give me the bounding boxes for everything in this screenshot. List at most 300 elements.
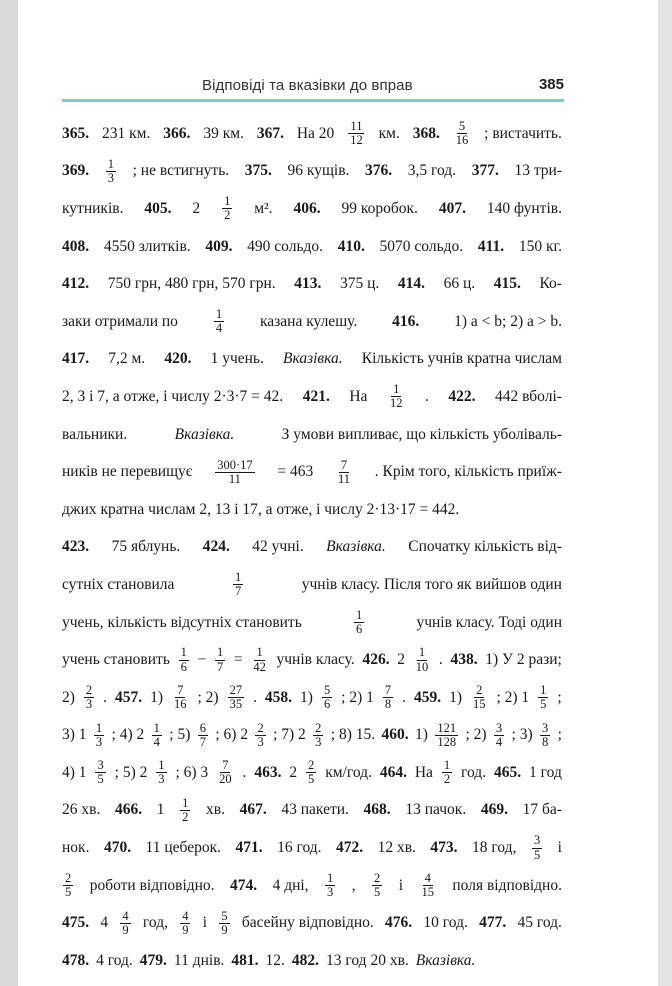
page-header [62, 74, 564, 98]
fraction-denominator: 3 [158, 772, 165, 787]
fraction-denominator: 4 [215, 321, 223, 336]
answer-text: . Крім того, кількість приїж- [374, 463, 562, 481]
fraction [179, 646, 189, 673]
answer-text: 11 цеберок. [145, 839, 221, 857]
exercise-number: 415. [493, 275, 521, 293]
fraction-numerator: 7 [340, 457, 348, 472]
answer-text: 99 коробок. [341, 199, 418, 217]
text-line [62, 190, 562, 228]
exercise-number: 405. [144, 199, 172, 217]
answer-text: вальники. [62, 425, 128, 443]
fraction [228, 684, 245, 711]
answer-text: . [242, 763, 247, 781]
exercise-number: 367. [256, 124, 284, 142]
fraction-denominator: 3 [85, 697, 93, 712]
answer-text: На [414, 763, 433, 781]
answer-text: 4 дні, [272, 876, 309, 894]
hint-label: Вказівка. [174, 425, 235, 443]
answer-text: ; 8) 15. [330, 726, 376, 744]
exercise-number: 369. [62, 162, 90, 180]
answer-text: 375 ц. [340, 275, 380, 293]
answer-text: ; 2) 1 [341, 688, 374, 706]
fraction [306, 759, 316, 786]
exercise-number: 365. [62, 124, 90, 142]
exercise-number: 416. [392, 312, 420, 330]
answer-text: На [349, 387, 368, 405]
exercise-number: 375. [244, 162, 272, 180]
exercise-number: 376. [365, 162, 393, 180]
text-line [62, 717, 562, 755]
fraction-denominator: 5 [308, 772, 315, 787]
answer-text: 750 грн, 480 грн, 570 грн. [107, 275, 276, 293]
fraction-denominator: 5 [374, 885, 381, 900]
fraction [313, 722, 323, 749]
fraction [180, 797, 190, 824]
fraction-numerator: 2 [315, 720, 322, 735]
fraction-denominator: 16 [174, 697, 187, 712]
fraction-denominator: 4 [495, 734, 503, 749]
exercise-number: 406. [293, 199, 321, 217]
fraction-numerator: 1 [215, 307, 223, 322]
fraction-numerator: 1 [182, 795, 189, 810]
exercise-number: 409. [205, 237, 233, 255]
fraction-denominator: 35 [229, 697, 243, 712]
fraction [348, 120, 365, 147]
fraction-denominator: 12 [350, 133, 363, 148]
answer-text: . [253, 688, 257, 706]
exercise-number: 377. [471, 162, 499, 180]
answer-text: і [202, 914, 208, 932]
answer-text: На 20 [296, 124, 335, 142]
answer-text: ; [557, 726, 562, 744]
fraction-denominator: 42 [253, 659, 266, 674]
fraction-numerator: 1 [153, 720, 160, 735]
fraction-denominator: 7 [216, 659, 224, 674]
fraction-numerator: 1 [158, 758, 165, 773]
exercise-number: 463. [254, 763, 282, 781]
exercise-number: 471. [235, 839, 263, 857]
fraction-numerator: 3 [97, 758, 104, 773]
answer-text: і [398, 876, 403, 894]
fraction-denominator: 5 [540, 697, 547, 712]
fraction-numerator: 1 [224, 194, 231, 209]
answer-text: ; 5) 2 [114, 763, 148, 781]
fraction-numerator: 2 [257, 720, 264, 735]
answer-text: 39 км. [203, 124, 244, 142]
answer-text: . [438, 651, 443, 669]
fraction [198, 722, 208, 749]
text-line [62, 529, 562, 567]
text-line [62, 754, 562, 792]
exercise-number: 469. [480, 801, 508, 819]
exercise-number: 457. [115, 688, 143, 706]
text-line [62, 566, 562, 604]
exercise-number: 466. [114, 801, 143, 819]
exercise-number: 467. [239, 801, 267, 819]
answer-text: 12. [265, 951, 285, 969]
text-line [62, 604, 562, 642]
answer-text: нок. [62, 839, 90, 857]
exercise-number: 424. [202, 538, 230, 556]
answer-text: 43 пакети. [281, 801, 349, 819]
fraction-numerator: 1 [540, 683, 547, 698]
text-line [62, 867, 562, 905]
answer-text: 5070 сольдо. [379, 237, 464, 255]
answer-text: Спочатку кількість від- [408, 538, 562, 556]
exercise-number: 478. [62, 951, 90, 969]
answer-text: 2 [192, 199, 201, 217]
answer-text: учень, кількість відсутніх становить [62, 613, 302, 631]
answer-text: 2, 3 і 7, а отже, і числу 2·3·7 = 42. [62, 387, 284, 405]
answer-text: ; не встигнуть. [132, 162, 230, 180]
fraction [540, 722, 550, 749]
answer-text: 4 год. [96, 951, 133, 969]
exercise-number: 426. [362, 651, 390, 669]
fraction-numerator: 3 [542, 720, 549, 735]
text-line [62, 829, 562, 867]
fraction-numerator: 2 [374, 871, 381, 886]
answer-text: хв. [206, 801, 225, 819]
fraction [94, 722, 104, 749]
answer-text: 1 [156, 801, 165, 819]
fraction-denominator: 3 [257, 734, 264, 749]
exercise-number: 459. [413, 688, 442, 706]
answer-text: учень становить [62, 651, 170, 669]
fraction-denominator: 2 [224, 208, 231, 223]
answer-text: 75 яблунь. [111, 538, 181, 556]
fraction-denominator: 3 [327, 885, 334, 900]
answer-text: 42 учні. [252, 538, 304, 556]
hint-label: Вказівка. [282, 350, 343, 368]
text-line [62, 904, 562, 942]
fraction-denominator: 3 [95, 734, 103, 749]
fraction-denominator: 6 [323, 697, 331, 712]
fraction-numerator: 1 [443, 758, 451, 773]
answer-text: = [233, 651, 243, 669]
fraction-numerator: 1 [95, 720, 103, 735]
exercise-number: 407. [438, 199, 466, 217]
exercise-number: 366. [163, 124, 191, 142]
fraction [156, 759, 166, 786]
fraction-denominator: 2 [182, 809, 189, 824]
fraction-numerator: 5 [221, 908, 228, 923]
exercise-number: 473. [430, 839, 458, 857]
fraction [84, 684, 94, 711]
fraction [494, 722, 504, 749]
fraction [180, 910, 190, 937]
fraction-denominator: 12 [389, 396, 403, 411]
fraction-denominator: 5 [533, 847, 541, 862]
answer-text: 66 ц. [443, 275, 476, 293]
answer-text: 140 фунтів. [486, 199, 562, 217]
fraction-numerator: 1 [180, 645, 187, 660]
answer-text: 3) 1 [62, 726, 87, 744]
answer-text: 26 хв. [62, 801, 101, 819]
fraction-numerator: 1 [393, 382, 400, 397]
answer-text: басейну відповідно. [241, 914, 374, 932]
exercise-number: 474. [230, 876, 258, 894]
answer-text: 2 [397, 651, 405, 669]
fraction [354, 609, 364, 636]
fraction-denominator: 2 [443, 772, 451, 787]
exercise-number: 368. [412, 124, 440, 142]
text-line [62, 341, 562, 379]
exercise-number: 417. [62, 350, 90, 368]
answer-text: 1) [449, 688, 462, 706]
answer-text: год. [461, 763, 487, 781]
answer-text: 13 три- [514, 162, 562, 180]
answer-text: 490 сольдо. [247, 237, 324, 255]
answer-text: 17 ба- [522, 801, 562, 819]
text-line [62, 491, 562, 529]
exercise-number: 482. [291, 951, 320, 969]
answer-text: 16 год. [277, 839, 322, 857]
answer-text: заки отримали по [62, 312, 178, 330]
answer-text: 45 год. [517, 914, 562, 932]
fraction-numerator: 4 [122, 908, 129, 923]
answer-text: , [351, 876, 356, 894]
fraction-numerator: 4 [424, 871, 431, 886]
answer-text: кутників. [62, 199, 124, 217]
answer-text: км/год. [325, 763, 372, 781]
fraction-denominator: 6 [180, 659, 187, 674]
fraction-denominator: 5 [97, 772, 104, 787]
answer-text: джих кратна числам 2, 13 і 17, а отже, і числу 2·13·17 = 442. [62, 500, 460, 518]
answer-text: 150 кг. [518, 237, 562, 255]
fraction [471, 684, 488, 711]
text-line [62, 303, 562, 341]
exercise-number: 470. [103, 839, 132, 857]
fraction [172, 684, 189, 711]
answer-text: 2) [62, 688, 75, 706]
answer-text: − [197, 651, 207, 669]
answer-text: 11 днів. [173, 951, 225, 969]
answer-text: м². [254, 199, 273, 217]
exercise-number: 465. [494, 763, 522, 781]
answer-text: учнів класу. [276, 651, 355, 669]
answer-text: 4 [100, 914, 109, 932]
answer-text: 4550 злитків. [103, 237, 191, 255]
answer-text: 13 пачок. [405, 801, 467, 819]
answer-text: 12 хв. [377, 839, 416, 857]
fraction-numerator: 300·17 [217, 457, 253, 472]
fraction-denominator: 10 [415, 659, 429, 674]
text-line [62, 265, 562, 303]
fraction-numerator: 1 [355, 607, 363, 622]
fraction-numerator: 1 [107, 156, 114, 171]
answer-text: 3,5 год. [407, 162, 457, 180]
fraction-denominator: 4 [153, 734, 160, 749]
exercise-number: 481. [231, 951, 259, 969]
answer-text: 10 год. [423, 914, 468, 932]
fraction-numerator: 7 [177, 683, 184, 698]
header-title: Відповіді та вказівки до вправ [202, 77, 413, 94]
answer-text: 1 учень. [210, 350, 264, 368]
exercise-number: 422. [448, 387, 476, 405]
answer-text: учнів класу. Тоді один [416, 613, 562, 631]
fraction-numerator: 5 [458, 119, 466, 134]
exercise-number: 411. [477, 237, 505, 255]
text-line [62, 453, 562, 491]
fraction-numerator: 3 [533, 833, 541, 848]
fraction-numerator: 2 [65, 871, 72, 886]
right-margin-strip [658, 0, 672, 986]
answer-text: ; 6) 3 [175, 763, 209, 781]
text-line [62, 792, 562, 830]
fraction [414, 646, 431, 673]
exercise-number: 479. [139, 951, 167, 969]
exercise-number: 413. [294, 275, 322, 293]
answer-text: 96 кущів. [287, 162, 350, 180]
answer-text: год, [142, 914, 168, 932]
fraction [63, 872, 73, 899]
fraction [435, 722, 458, 749]
answer-text: ; 2) 1 [496, 688, 530, 706]
answer-text: 7,2 м. [108, 350, 146, 368]
answer-text: 1) [150, 688, 164, 706]
answer-text: Ко- [539, 275, 562, 293]
fraction [222, 195, 232, 222]
answer-text: ; 4) 2 [111, 726, 145, 744]
answer-text: ; вистачить. [484, 124, 562, 142]
answer-text: 231 км. [102, 124, 151, 142]
text-line [62, 679, 562, 717]
answer-text: 2 [289, 763, 298, 781]
answer-text: 1) У 2 рази; [485, 651, 562, 669]
fraction [454, 120, 471, 147]
fraction-denominator: 9 [221, 922, 228, 937]
text-line [62, 942, 562, 980]
fraction [538, 684, 548, 711]
answer-text: ; 7) 2 [273, 726, 306, 744]
answer-text: казана кулешу. [259, 312, 358, 330]
answer-text: ; 3) [511, 726, 533, 744]
answer-text: 18 год, [472, 839, 517, 857]
fraction [419, 872, 436, 899]
fraction-denominator: 11 [337, 471, 351, 486]
fraction [217, 759, 234, 786]
exercise-number: 475. [62, 914, 90, 932]
fraction [336, 459, 352, 486]
exercise-number: 464. [379, 763, 407, 781]
answer-text: сутніх становила [62, 575, 175, 593]
answer-text: поля відповідно. [452, 876, 562, 894]
fraction [95, 759, 105, 786]
hint-label: Вказівка. [415, 951, 476, 969]
fraction [233, 571, 243, 598]
fraction-denominator: 6 [355, 622, 363, 637]
answer-text: учнів класу. Після того як вийшов один [301, 575, 562, 593]
fraction [214, 308, 224, 335]
answer-text: З умови випливає, що кількість уболіваль- [281, 425, 562, 443]
text-line [62, 641, 562, 679]
fraction [325, 872, 335, 899]
exercise-number: 460. [381, 726, 409, 744]
fraction [532, 834, 542, 861]
fraction-numerator: 3 [495, 720, 503, 735]
answer-text: 13 год 20 хв. [326, 951, 409, 969]
fraction [251, 646, 268, 673]
text-line [62, 153, 562, 191]
answer-text: ; 2) [197, 688, 219, 706]
exercise-number: 438. [450, 651, 478, 669]
answer-text: 1) [300, 688, 313, 706]
answer-text: 1 год [529, 763, 562, 781]
fraction-denominator: 15 [421, 885, 434, 900]
answer-text: ; [557, 688, 562, 706]
fraction-denominator: 15 [472, 697, 486, 712]
fraction [106, 158, 116, 185]
fraction-denominator: 3 [107, 170, 114, 185]
fraction-numerator: 27 [229, 683, 243, 698]
answer-text: 1) [415, 726, 428, 744]
fraction-denominator: 8 [542, 734, 549, 749]
exercise-number: 476. [385, 914, 413, 932]
fraction-denominator: 128 [437, 734, 457, 749]
fraction-numerator: 2 [308, 758, 315, 773]
text-line [62, 416, 562, 454]
fraction-denominator: 8 [384, 697, 392, 712]
fraction [372, 872, 382, 899]
fraction-denominator: 9 [182, 922, 189, 937]
fraction-numerator: 2 [476, 683, 483, 698]
fraction-denominator: 16 [455, 133, 469, 148]
exercise-number: 410. [337, 237, 365, 255]
fraction-denominator: 11 [228, 471, 241, 486]
hint-label: Вказівка. [326, 538, 386, 556]
answer-text: ; 2) [465, 726, 487, 744]
exercise-number: 477. [479, 914, 507, 932]
answer-text: . [103, 688, 108, 706]
fraction [219, 910, 229, 937]
fraction-numerator: 7 [384, 683, 392, 698]
answers-text [62, 115, 562, 980]
fraction [215, 646, 225, 673]
answer-text: роботи відповідно. [89, 876, 215, 894]
fraction [215, 459, 254, 486]
answer-text: ників не перевищує [62, 463, 193, 481]
exercise-number: 412. [62, 275, 90, 293]
left-margin-strip [0, 0, 18, 986]
fraction-numerator: 7 [222, 758, 229, 773]
exercise-number: 414. [397, 275, 426, 293]
answer-text: ; 5) [169, 726, 191, 744]
fraction [388, 383, 405, 410]
answer-text: 4) 1 [62, 763, 87, 781]
fraction-numerator: 11 [350, 119, 363, 134]
fraction-numerator: 1 [234, 570, 242, 585]
exercise-number: 468. [363, 801, 391, 819]
answer-text: . [402, 688, 406, 706]
exercise-number: 423. [62, 538, 90, 556]
fraction-denominator: 20 [219, 772, 232, 787]
fraction-numerator: 1 [327, 871, 334, 886]
answer-text: ; 6) 2 [215, 726, 249, 744]
fraction-denominator: 9 [122, 922, 129, 937]
header-rule [62, 99, 564, 102]
fraction-numerator: 4 [182, 908, 189, 923]
exercise-number: 421. [302, 387, 330, 405]
fraction-denominator: 7 [199, 734, 206, 749]
fraction-denominator: 5 [65, 885, 72, 900]
exercise-number: 472. [336, 839, 364, 857]
answer-text: км. [378, 124, 400, 142]
fraction-numerator: 1 [418, 645, 426, 660]
fraction [322, 684, 332, 711]
answer-text: 442 вболі- [495, 387, 562, 405]
exercise-number: 420. [164, 350, 192, 368]
fraction [383, 684, 393, 711]
